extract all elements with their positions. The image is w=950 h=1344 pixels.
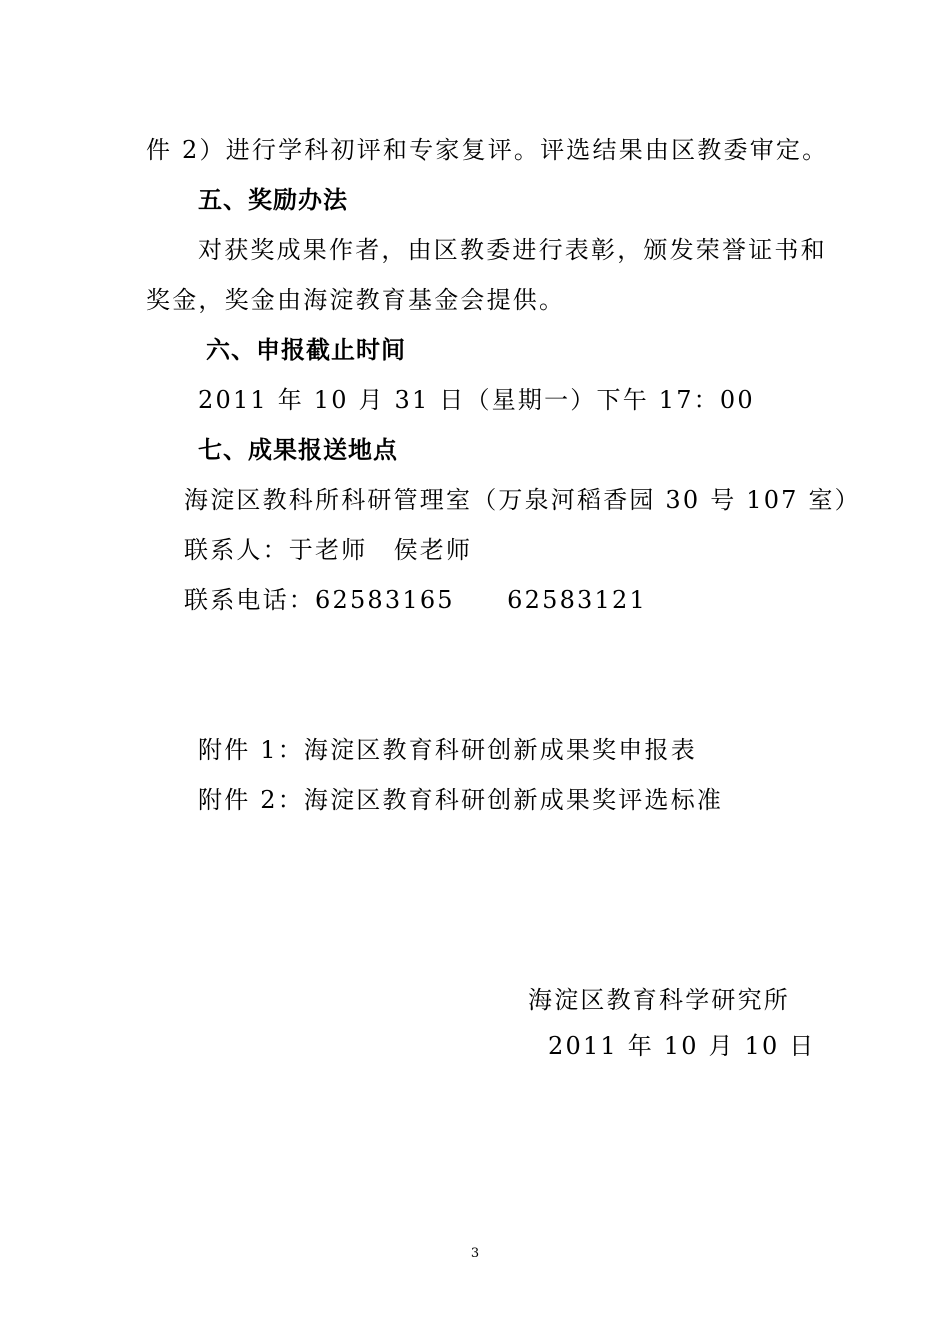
signature-organization: 海淀区教育科学研究所	[528, 986, 790, 1014]
contact-phone-text: 联系电话：62583165 62583121	[184, 586, 647, 614]
paragraph-rewards-line-1: 对获奖成果作者，由区教委进行表彰，颁发荣誉证书和	[198, 236, 827, 264]
paragraph-rewards-line-2: 奖金，奖金由海淀教育基金会提供。	[146, 286, 566, 314]
section-heading-deadline: 六、申报截止时间	[206, 336, 406, 364]
signature-date: 2011 年 10 月 10 日	[548, 1032, 816, 1060]
deadline-text: 2011 年 10 月 31 日（星期一）下午 17：00	[198, 386, 755, 414]
address-text: 海淀区教科所科研管理室（万泉河稻香园 30 号 107 室）	[184, 486, 861, 514]
contact-person-text: 联系人：于老师 侯老师	[184, 536, 473, 564]
page-number: 3	[470, 1246, 480, 1261]
section-heading-rewards: 五、奖励办法	[198, 186, 348, 214]
attachment-1: 附件 1：海淀区教育科研创新成果奖申报表	[198, 736, 697, 764]
section-heading-address: 七、成果报送地点	[198, 436, 398, 464]
paragraph-continuation: 件 2）进行学科初评和专家复评。评选结果由区教委审定。	[146, 136, 829, 164]
attachment-2: 附件 2：海淀区教育科研创新成果奖评选标准	[198, 786, 724, 814]
